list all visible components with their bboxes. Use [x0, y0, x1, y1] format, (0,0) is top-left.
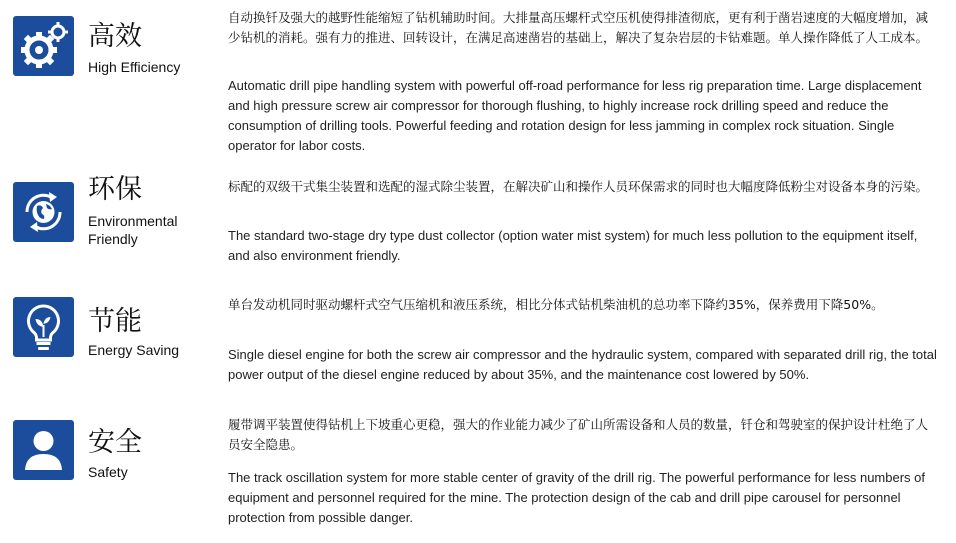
- feature-title-en: Energy Saving: [88, 342, 180, 358]
- feature-high-efficiency: [0, 0, 956, 160]
- feature-environmental-friendly: [0, 170, 956, 280]
- feature-title-cn: 安全: [88, 427, 142, 458]
- feature-description-en: Single diesel engine for both the screw air compressor and the hydraulic system, compared with separated drill rig, the total power output of the diesel engine reduced by about 35%, and the maintenance cost lowered by 50%.: [228, 347, 937, 382]
- feature-description-en: The standard two-stage dry type dust collector (option water mist system) for much less pollution to the equipment itself, and also environment friendly.: [228, 228, 918, 263]
- feature-title-cn: 节能: [88, 306, 142, 337]
- feature-description-cn: 履带调平装置使得钻机上下坡重心更稳，强大的作业能力减少了矿山所需设备和人员的数量，钎仓和驾驶室的保护设计杜绝了人员安全隐患。: [228, 417, 929, 452]
- feature-title-cn: 高效: [88, 21, 142, 52]
- user-icon: [13, 420, 74, 480]
- feature-title-cn: 环保: [88, 174, 142, 205]
- gear-icon: [13, 16, 74, 76]
- feature-safety: [0, 405, 956, 535]
- lightbulb-icon: [13, 297, 74, 357]
- feature-description-cn: 自动换钎及强大的越野性能缩短了钻机辅助时间。大排量高压螺杆式空压机使得排渣彻底，更有利于凿岩速度的大幅度增加，减少钻机的消耗。强有力的推进、回转设计，在满足高速凿岩的基础上，解决了复杂岩层的卡钻难题。单人操作降低了人工成本。: [228, 10, 929, 45]
- feature-title-en: Safety: [88, 464, 128, 480]
- feature-title-en: High Efficiency: [88, 59, 181, 75]
- feature-description-en: Automatic drill pipe handling system with powerful off-road performance for less rig preparation time. Large displacement and high pressure screw air compressor for thorough flushing, to highly increase rock drilling speed and reduce the consumption of drilling tools. Powerful feeding and rotation design for less jamming in complex rock situation. Single operator for labor costs.: [228, 78, 922, 153]
- globe-recycle-icon: [13, 182, 74, 242]
- feature-energy-saving: [0, 285, 956, 395]
- feature-description-en: The track oscillation system for more stable center of gravity of the drill rig. The powerful performance for less numbers of equipment and personnel required for the mine. The protection design of the cab and drill pipe carousel for personnel protection from possible danger.: [228, 470, 925, 525]
- feature-description-cn: 标配的双级干式集尘装置和选配的湿式除尘装置，在解决矿山和操作人员环保需求的同时也大幅度降低粉尘对设备本身的污染。: [228, 179, 929, 194]
- feature-title-en: Environmental Friendly: [88, 213, 178, 247]
- feature-description-cn: 单台发动机同时驱动螺杆式空气压缩机和液压系统，相比分体式钻机柴油机的总功率下降约35%，保养费用下降50%。: [228, 297, 884, 312]
